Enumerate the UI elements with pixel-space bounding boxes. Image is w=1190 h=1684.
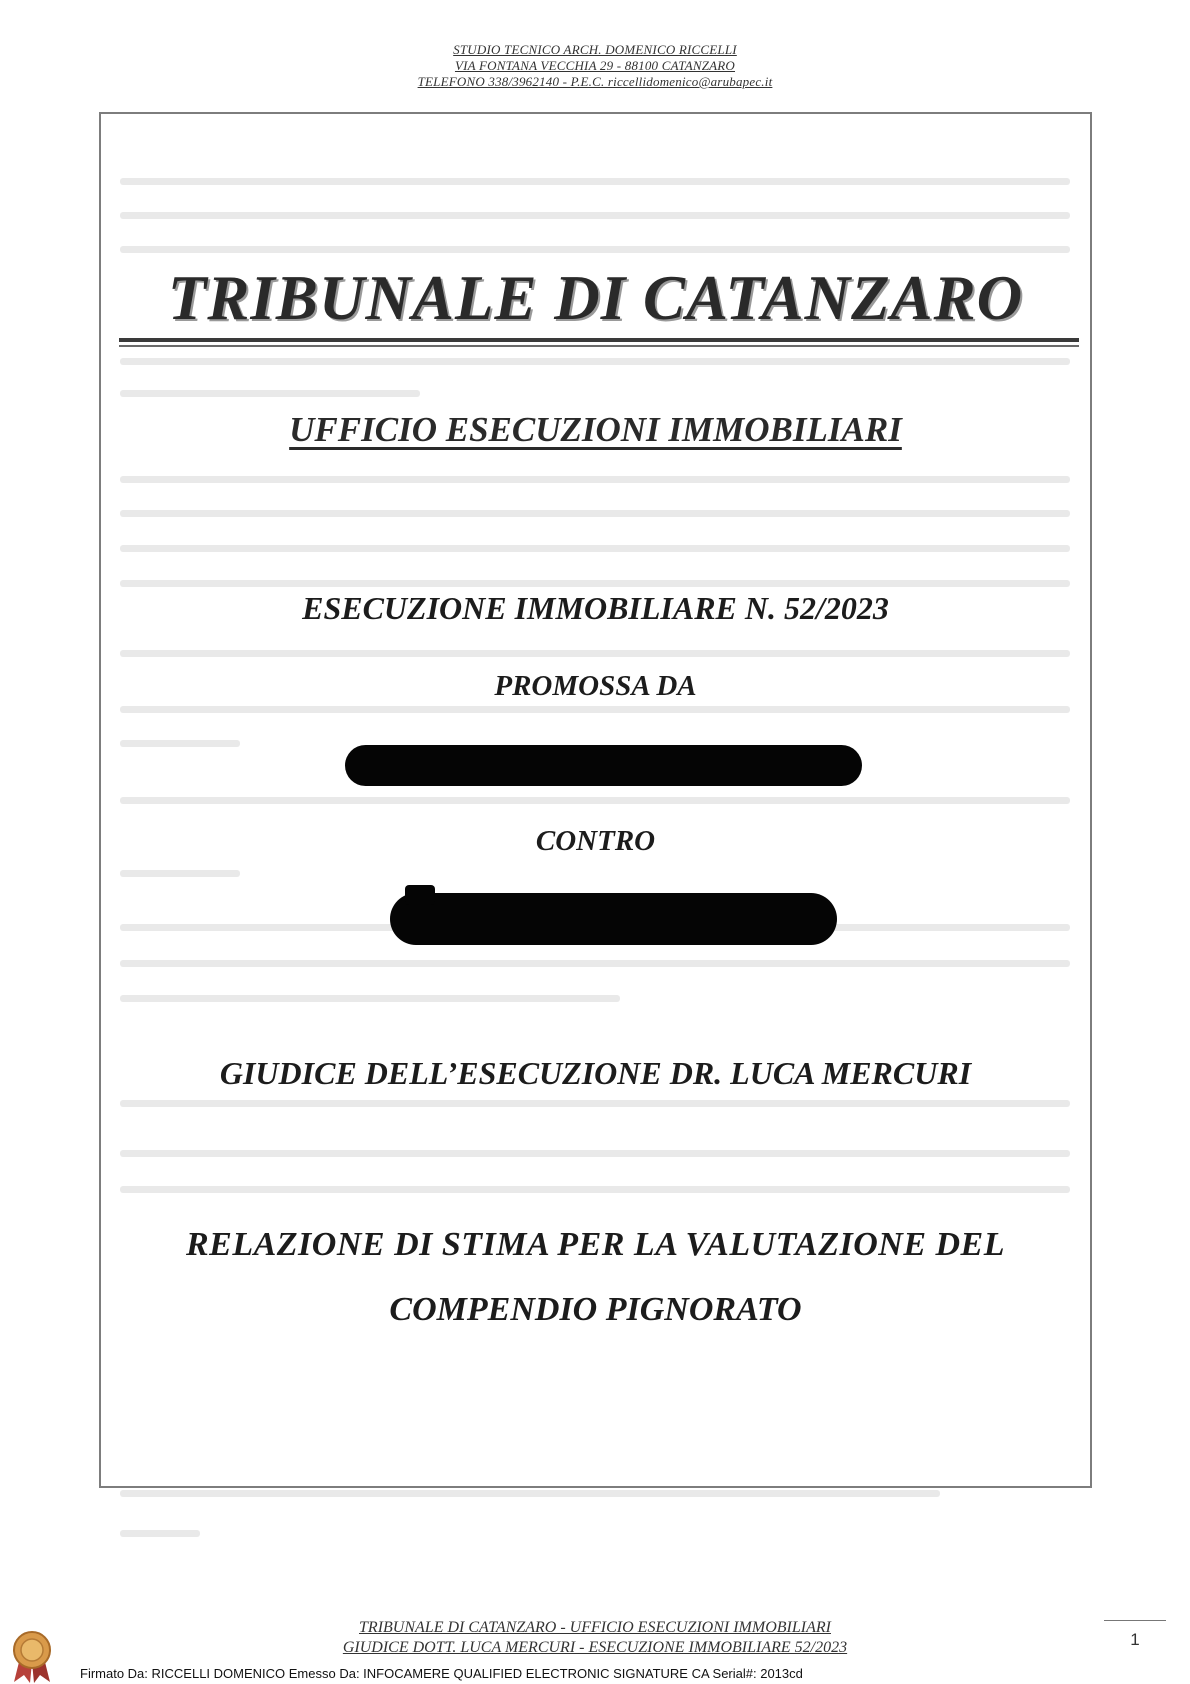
redacted-debtor (390, 893, 837, 945)
title-divider-secondary (119, 345, 1079, 347)
footer-court-line: TRIBUNALE DI CATANZARO - UFFICIO ESECUZIONI IMMOBILIARI (359, 1619, 831, 1636)
letterhead-address: VIA FONTANA VECCHIA 29 - 88100 CATANZARO (454, 58, 736, 73)
letterhead-contacts: TELEFONO 338/3962140 - P.E.C. riccellidomenico@arubapec.it (417, 74, 773, 89)
studio-letterhead (0, 42, 1190, 90)
office-subtitle: UFFICIO ESECUZIONI IMMOBILIARI (289, 410, 902, 449)
court-title: TRIBUNALE DI CATANZARO (167, 263, 1024, 333)
rosette-seal-icon (6, 1628, 58, 1684)
redacted-creditor (345, 745, 862, 786)
report-title-line1: RELAZIONE DI STIMA PER LA VALUTAZIONE DEL (185, 1226, 1006, 1263)
page-number: 1 (1130, 1630, 1140, 1649)
digital-signature-note: Firmato Da: RICCELLI DOMENICO Emesso Da: INFOCAMERE QUALIFIED ELECTRONIC SIGNATURE CA Serial#: 2013cd (80, 1666, 803, 1681)
letterhead-studio-name: STUDIO TECNICO ARCH. DOMENICO RICCELLI (453, 42, 737, 57)
page-number-rule (1104, 1620, 1166, 1621)
title-divider (119, 338, 1079, 342)
redacted-debtor-edge (405, 885, 435, 905)
against-label: CONTRO (535, 825, 656, 857)
judge-line: GIUDICE DELL’ESECUZIONE DR. LUCA MERCURI (219, 1055, 972, 1091)
page-footer (0, 1618, 1190, 1658)
procedure-number: ESECUZIONE IMMOBILIARE N. 52/2023 (302, 590, 889, 626)
promoted-by-label: PROMOSSA DA (494, 670, 697, 702)
footer-judge-line: GIUDICE DOTT. LUCA MERCURI - ESECUZIONE IMMOBILIARE 52/2023 (342, 1639, 848, 1656)
report-title-line2: COMPENDIO PIGNORATO (389, 1291, 802, 1328)
